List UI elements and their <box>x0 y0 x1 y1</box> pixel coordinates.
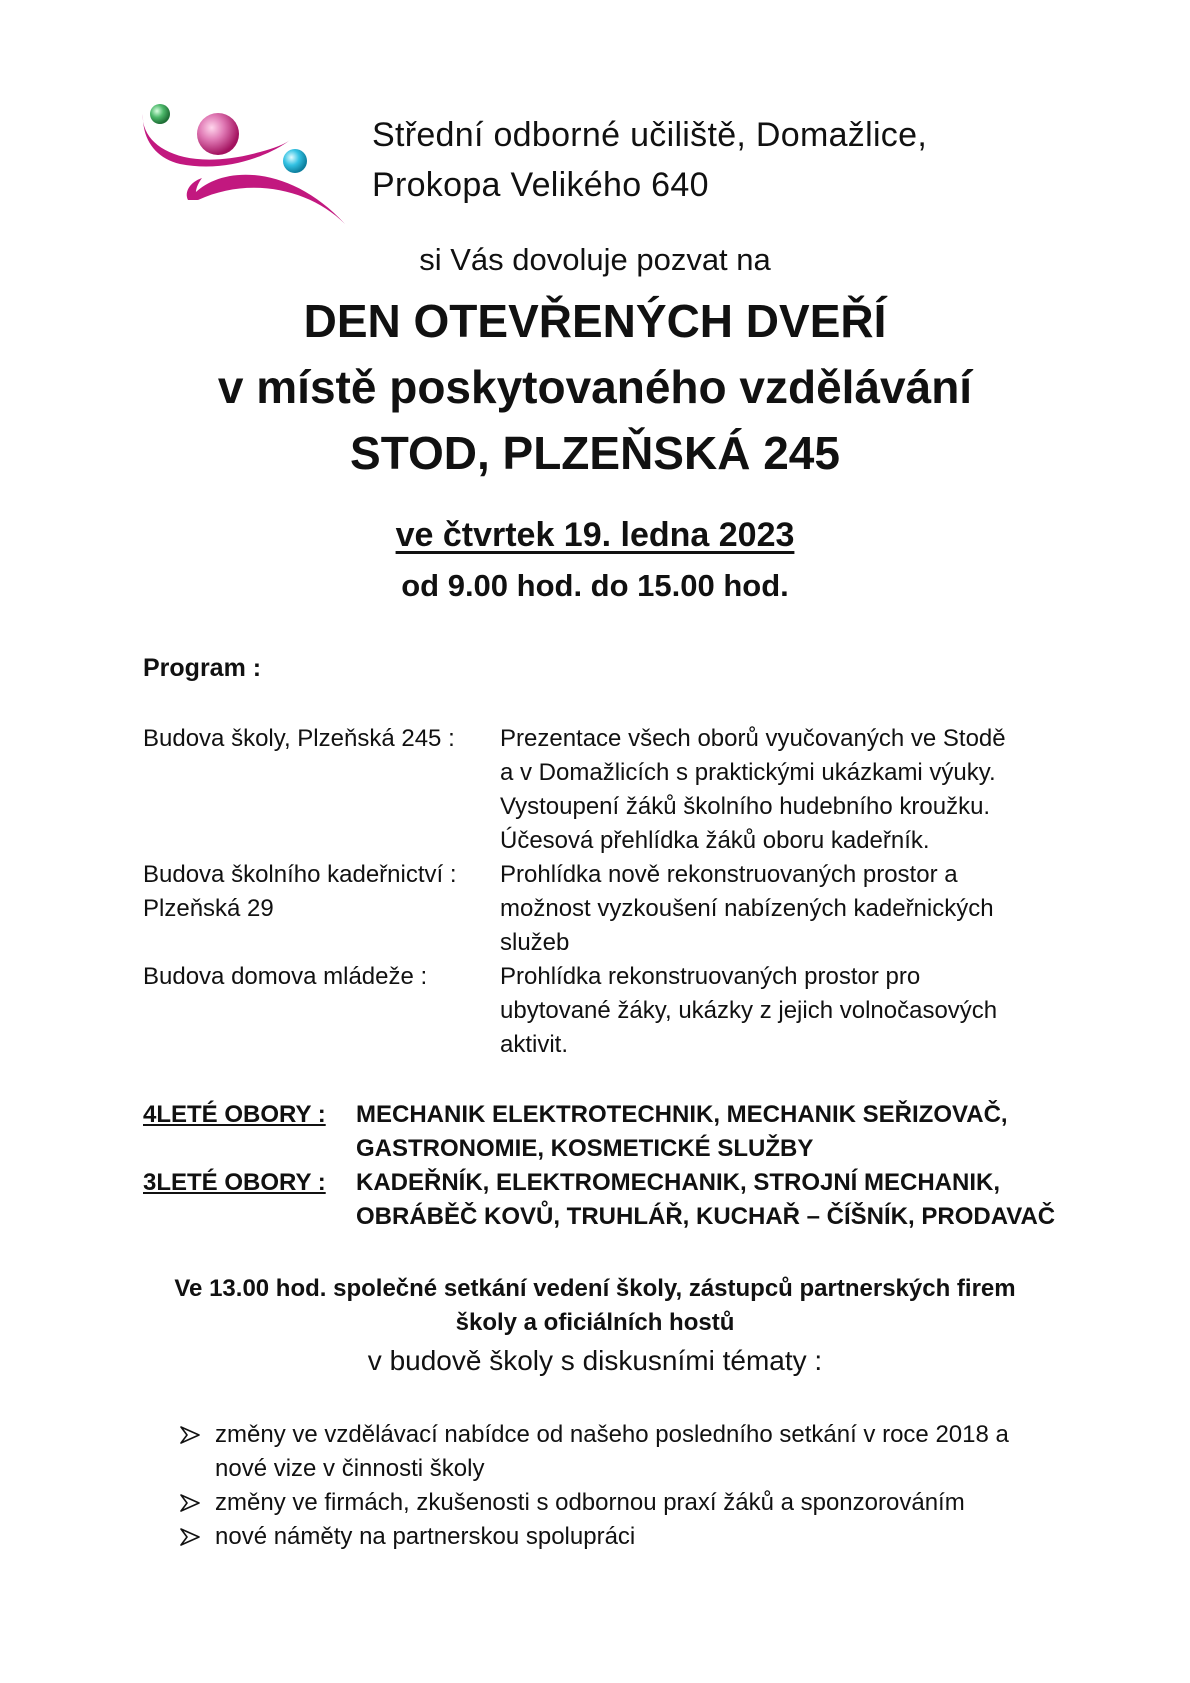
arrow-bullet-icon <box>180 1486 215 1520</box>
event-date: ve čtvrtek 19. ledna 2023 <box>395 516 795 554</box>
topic-item <box>180 1520 1009 1554</box>
program-item-desc <box>500 960 1060 1062</box>
program-item-label <box>143 722 500 858</box>
meeting-heading: Ve 13.00 hod. společné setkání vedení školy, zástupců partnerských firem <box>174 1275 1016 1302</box>
topic-item <box>180 1486 1009 1520</box>
program-desc-line: a v Domažlicích s praktickými ukázkami výuky. <box>500 759 996 786</box>
study-field-list <box>356 1166 1055 1234</box>
school-logo <box>140 104 360 234</box>
topic-line: změny ve vzdělávací nabídce od našeho posledního setkání v roce 2018 a <box>215 1421 1009 1448</box>
study-field-line: KADEŘNÍK, ELEKTROMECHANIK, STROJNÍ MECHANIK, <box>356 1169 1001 1196</box>
program-label-line: Budova školy, Plzeňská 245 : <box>143 725 455 752</box>
topic-text <box>215 1486 965 1520</box>
program-list <box>143 722 1060 1062</box>
program-item <box>143 858 1060 960</box>
topic-line: nové náměty na partnerskou spolupráci <box>215 1523 636 1550</box>
program-label-line: Plzeňská 29 <box>143 895 274 922</box>
arrow-bullet-icon <box>180 1418 215 1486</box>
study-field-line: MECHANIK ELEKTROTECHNIK, MECHANIK SEŘIZOVAČ, <box>356 1101 1008 1128</box>
program-desc-line: služeb <box>500 929 570 956</box>
topic-list <box>180 1418 1009 1554</box>
school-name: Střední odborné učiliště, Domažlice, <box>372 116 928 154</box>
logo-leg-swoosh <box>192 175 345 224</box>
program-item-desc <box>500 722 1060 858</box>
school-street: Prokopa Velikého 640 <box>372 166 709 204</box>
program-item-label <box>143 960 500 1062</box>
program-desc-line: Prohlídka rekonstruovaných prostor pro <box>500 963 921 990</box>
program-label-line: Budova školního kadeřnictví : <box>143 861 457 888</box>
event-subtitle: v místě poskytovaného vzdělávání <box>217 361 973 413</box>
logo-green-ball <box>150 104 170 124</box>
topic-item <box>180 1418 1009 1486</box>
program-item <box>143 960 1060 1062</box>
arrow-bullet-icon <box>180 1520 215 1554</box>
meeting-topics-intro: v budově školy s diskusními tématy : <box>367 1345 823 1376</box>
logo-pink-ball <box>197 113 239 155</box>
meeting-info <box>0 1272 1190 1380</box>
program-desc-line: Prohlídka nově rekonstruovaných prostor a <box>500 861 958 888</box>
program-desc-line: Účesová přehlídka žáků oboru kadeřník. <box>500 827 930 854</box>
study-fields <box>143 1098 1055 1234</box>
program-label-line: Budova domova mládeže : <box>143 963 428 990</box>
program-item <box>143 722 1060 858</box>
program-desc-line: ubytované žáky, ukázky z jejich volnočasových <box>500 997 998 1024</box>
program-title: Program : <box>143 654 262 682</box>
study-field-label: 3LETÉ OBORY : <box>143 1169 326 1196</box>
program-desc-line: aktivit. <box>500 1031 569 1058</box>
study-field-line: GASTRONOMIE, KOSMETICKÉ SLUŽBY <box>356 1135 814 1162</box>
invite-text: si Vás dovoluje pozvat na <box>419 242 771 277</box>
study-field-group <box>143 1098 1055 1166</box>
study-field-line: OBRÁBĚČ KOVŮ, TRUHLÁŘ, KUCHAŘ – ČÍŠNÍK, PRODAVAČ <box>356 1203 1056 1230</box>
topic-line: nové vize v činnosti školy <box>215 1455 485 1482</box>
topic-text <box>215 1418 1009 1486</box>
study-field-label: 4LETÉ OBORY : <box>143 1101 326 1128</box>
program-item-label <box>143 858 500 960</box>
program-desc-line: Vystoupení žáků školního hudebního kroužku. <box>500 793 991 820</box>
topic-text <box>215 1520 635 1554</box>
study-field-list <box>356 1098 1008 1166</box>
meeting-heading-cont: školy a oficiálních hostů <box>455 1309 735 1336</box>
study-field-group <box>143 1166 1055 1234</box>
logo-cyan-ball <box>283 149 307 173</box>
event-location: STOD, PLZEŇSKÁ 245 <box>350 427 840 479</box>
event-hours: od 9.00 hod. do 15.00 hod. <box>401 568 789 603</box>
event-title: DEN OTEVŘENÝCH DVEŘÍ <box>303 295 887 347</box>
program-item-desc <box>500 858 1060 960</box>
program-desc-line: možnost vyzkoušení nabízených kadeřnických <box>500 895 994 922</box>
topic-line: změny ve firmách, zkušenosti s odbornou praxí žáků a sponzorováním <box>215 1489 965 1516</box>
program-desc-line: Prezentace všech oborů vyučovaných ve Stodě <box>500 725 1006 752</box>
school-address <box>372 110 927 210</box>
